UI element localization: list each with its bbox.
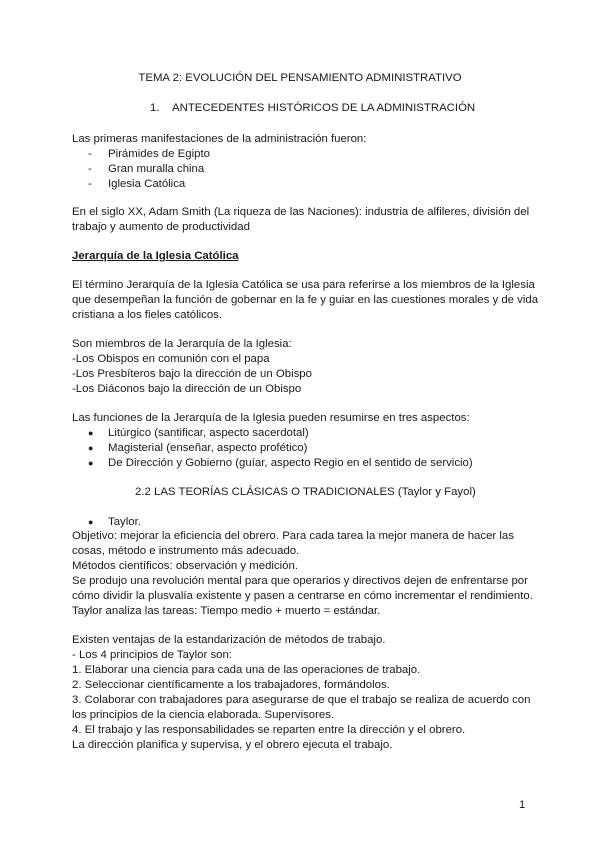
smith-paragraph-line: trabajo y aumento de productividad — [72, 221, 250, 233]
member-line: -Los Presbíteros bajo la dirección de un Obispo — [72, 368, 312, 380]
bullet-icon: ● — [88, 443, 94, 453]
document-title: TEMA 2: EVOLUCIÓN DEL PENSAMIENTO ADMINISTRATIVO — [138, 72, 462, 84]
taylor-line: cosas, método e instrumento más adecuado. — [72, 545, 300, 557]
principles-line: 4. El trabajo y las responsabilidades se reparten entre la dirección y el obrero. — [72, 724, 466, 736]
jerarquia-paragraph-line: que desempeñan la función de gobernar en la fe y guiar en las cuestiones morales y de vida — [72, 294, 539, 306]
member-line: -Los Diáconos bajo la dirección de un Obispo — [72, 383, 302, 395]
section1-number: 1. — [150, 102, 160, 114]
principles-line: 3. Colaborar con trabajadores para asegurarse de que el trabajo se realiza de acuerdo con — [72, 694, 531, 706]
list-item: Pirámides de Egipto — [108, 148, 210, 160]
bullet-icon: ● — [88, 458, 94, 468]
principles-line: - Los 4 principios de Taylor son: — [72, 649, 232, 661]
jerarquia-paragraph-line: El término Jerarquía de la Iglesia Católica se usa para referirse a los miembros de la Iglesia — [72, 279, 535, 291]
taylor-line: Objetivo: mejorar la eficiencia del obrero. Para cada tarea la mejor manera de hacer las — [72, 530, 514, 542]
list-item: Gran muralla china — [108, 163, 205, 175]
function-item: Litúrgico (santificar, aspecto sacerdotal) — [108, 427, 309, 439]
principles-line: 1. Elaborar una ciencia para cada una de las operaciones de trabajo. — [72, 664, 421, 676]
members-intro: Son miembros de la Jerarquía de la Iglesia: — [72, 338, 292, 350]
bullet-icon: ● — [88, 428, 94, 438]
principles-line: los principios de la ciencia elaborada. Supervisores. — [72, 709, 335, 721]
jerarquia-paragraph-line: cristiana a los fieles católicos. — [72, 309, 223, 321]
list-dash: - — [88, 163, 92, 175]
early-intro: Las primeras manifestaciones de la administración fueron: — [72, 133, 367, 145]
taylor-line: cómo dividir la plusvalía existente y pasen a centrarse en cómo incrementar el rendimiento. — [72, 590, 533, 602]
taylor-line: Se produjo una revolución mental para que operarios y directivos dejen de enfrentarse por — [72, 575, 528, 587]
bullet-icon: ● — [88, 517, 94, 527]
taylor-bullet: Taylor. — [108, 516, 141, 528]
jerarquia-heading: Jerarquía de la Iglesia Católica — [72, 250, 239, 262]
section22-heading: 2.2 LAS TEORÍAS CLÁSICAS O TRADICIONALES (Taylor y Fayol) — [135, 486, 476, 498]
function-item: Magisterial (enseñar, aspecto profético) — [108, 442, 308, 454]
page-number: 1 — [519, 799, 526, 811]
functions-intro: Las funciones de la Jerarquía de la Iglesia pueden resumirse en tres aspectos: — [72, 412, 470, 424]
list-dash: - — [88, 178, 92, 190]
principles-line: 2. Seleccionar científicamente a los trabajadores, formándolos. — [72, 679, 390, 691]
taylor-line: Métodos científicos: observación y medición. — [72, 560, 299, 572]
list-dash: - — [88, 148, 92, 160]
principles-line: La dirección planifica y supervisa, y el obrero ejecuta el trabajo. — [72, 739, 393, 751]
member-line: -Los Obispos en comunión con el papa — [72, 353, 270, 365]
section1-heading: ANTECEDENTES HISTÓRICOS DE LA ADMINISTRACIÓN — [172, 102, 476, 114]
list-item: Iglesia Católica — [108, 178, 186, 190]
taylor-line: Taylor analiza las tareas: Tiempo medio + muerto = estándar. — [72, 605, 381, 617]
principles-line: Existen ventajas de la estandarización de métodos de trabajo. — [72, 634, 386, 646]
function-item: De Dirección y Gobierno (guíar, aspecto Regio en el sentido de servicio) — [108, 457, 473, 469]
smith-paragraph-line: En el siglo XX, Adam Smith (La riqueza de las Naciones): industria de alfileres, división del — [72, 206, 530, 218]
